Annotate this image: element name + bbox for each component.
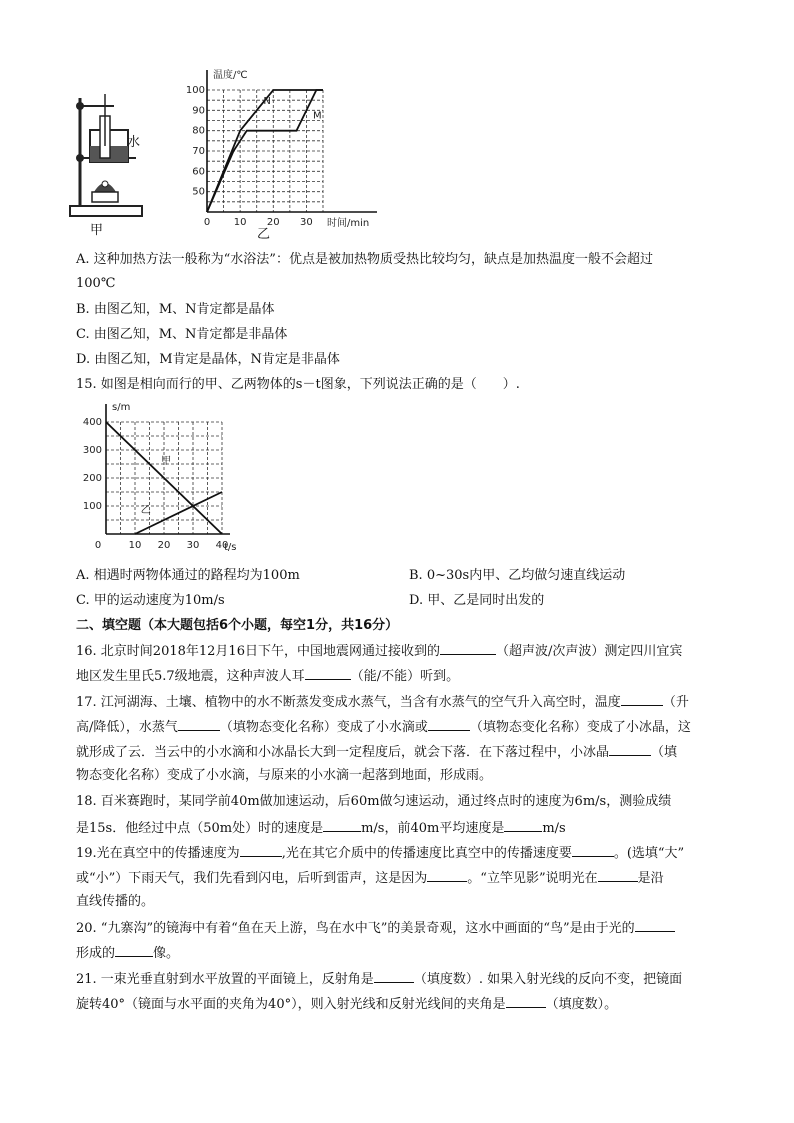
q19-line3: 直线传播的。 (76, 894, 155, 909)
q17-line4: 物态变化名称）变成了小水滴，与原来的小水滴一起落到地面，形成雨。 (76, 768, 493, 783)
q21-line2 (76, 994, 617, 1014)
y-tick-label: 400 (82, 417, 102, 428)
series-label-M: M (313, 110, 322, 122)
y-tick-label: 200 (82, 473, 102, 484)
x-axis-title: t/s (224, 542, 237, 553)
st-graph-chart (74, 398, 237, 556)
q15-option-c: C. 甲的运动速度为10m/s (76, 593, 225, 608)
q19-blank-3[interactable] (427, 868, 467, 882)
q17-blank-1[interactable] (621, 692, 663, 706)
y-tick-label: 60 (192, 166, 205, 178)
y-tick-label: 80 (192, 125, 205, 137)
q14-option-d: D. 由图乙知，M肯定是晶体，N肯定是非晶体 (76, 352, 340, 367)
y-axis-title: 温度/℃ (213, 70, 248, 81)
q17-line2 (76, 717, 691, 737)
x-tick-label: 40 (215, 540, 229, 551)
section-title: 二、填空题（本大题包括6个小题，每空1分，共16分） (76, 618, 399, 633)
x-tick-label: 10 (233, 217, 247, 228)
q16-blank-2[interactable] (305, 666, 351, 680)
q16-line1 (76, 641, 682, 661)
q16-text-1b: （超声波/次声波）测定四川宜宾 (495, 644, 683, 659)
q21-text-1b: （填度数）. 如果入射光线的反向不变，把镜面 (413, 972, 683, 987)
q16-text-2a: 地区发生里氏5.7级地震，这种声波人耳 (76, 669, 305, 684)
q17-line1 (76, 692, 689, 712)
q19-text-2a: 或“小”）下雨天气，我们先看到闪电，后听到雷声，这是因为 (76, 871, 428, 886)
q20-text-1a: 20. “九寨沟”的镜海中有着“鱼在天上游，鸟在水中飞”的美景奇观，这水中画面的“鸟”是由于光的 (76, 921, 635, 936)
x-tick-label: 20 (266, 217, 280, 228)
q20-blank-2[interactable] (115, 943, 153, 957)
x-tick-label: 20 (157, 540, 171, 551)
q17-text-1a: 17. 江河湖海、土壤、植物中的水不断蒸发变成水蒸气，当含有水蒸气的空气升入高空时，温度 (76, 695, 621, 710)
figure-yi-label: 乙 (257, 227, 271, 242)
x-tick-label: 10 (128, 540, 142, 551)
q17-blank-4[interactable] (609, 742, 651, 756)
q17-text-2b: （填物态变化名称）变成了小水滴或 (219, 720, 428, 735)
q14-option-c: C. 由图乙知，M、N肯定都是非晶体 (76, 327, 288, 342)
q17-text-2a: 高/降低），水蒸气 (76, 720, 178, 735)
x-axis-title: 时间/min (327, 218, 370, 229)
q17-text-3: 就形成了云．当云中的小水滴和小冰晶长大到一定程度后，就会下落．在下落过程中，小冰晶 (76, 745, 610, 760)
q21-blank-1[interactable] (374, 969, 414, 983)
q20-blank-1[interactable] (635, 918, 675, 932)
q19-blank-4[interactable] (598, 868, 638, 882)
q17-line3 (76, 742, 677, 762)
q16-text-2b: （能/不能）听到。 (350, 669, 460, 684)
x-tick-label: 30 (186, 540, 200, 551)
q18-text-2b: m/s，前40m平均速度是 (361, 821, 505, 836)
q15-option-a: A. 相遇时两物体通过的路程均为100m (76, 568, 300, 583)
figure-jia-label: 甲 (90, 223, 104, 238)
y-tick-label: 90 (192, 105, 205, 117)
apparatus-water-label: 水 (127, 135, 141, 150)
temperature-time-chart (185, 62, 385, 230)
q18-line2 (76, 818, 566, 838)
q18-text-2a: 是15s．他经过中点（50m处）时的速度是 (76, 821, 324, 836)
x-tick-label: 30 (300, 217, 313, 228)
q17-text-2c: （填物态变化名称）变成了小冰晶，这 (469, 720, 691, 735)
q19-text-2b: 。“立竿见影”说明光在 (467, 871, 598, 886)
y-axis-title: s/m (112, 402, 131, 413)
q16-blank-1[interactable] (440, 641, 496, 655)
q20-text-2b: 像。 (153, 946, 180, 961)
q21-text-2a: 旋转40°（镜面与水平面的夹角为40°），则入射光线和反射光线间的夹角是 (76, 997, 506, 1012)
q14-option-a-line2: 100℃ (76, 276, 116, 291)
q19-text-2c: 是沿 (637, 871, 664, 886)
q21-blank-2[interactable] (506, 994, 546, 1008)
q16-text-1a: 16. 北京时间2018年12月16日下午，中国地震网通过接收到的 (76, 644, 440, 659)
q19-text-1c: 。(选填“大” (613, 846, 685, 861)
y-tick-label: 50 (192, 186, 205, 198)
q14-option-b: B. 由图乙知，M、N肯定都是晶体 (76, 302, 275, 317)
q20-text-2a: 形成的 (76, 946, 116, 961)
y-tick-label: 70 (192, 146, 205, 157)
q19-text-1a: 19.光在真空中的传播速度为 (76, 846, 240, 861)
q21-text-1a: 21. 一束光垂直射到水平放置的平面镜上，反射角是 (76, 972, 374, 987)
q19-line2 (76, 868, 664, 888)
q15-option-b: B. 0~30s内甲、乙均做匀速直线运动 (409, 568, 626, 583)
q17-blank-2[interactable] (178, 717, 220, 731)
x-tick-label: 0 (203, 217, 211, 228)
q17-blank-3[interactable] (428, 717, 470, 731)
series-label-jia: 甲 (161, 456, 172, 467)
q18-line1: 18. 百米赛跑时，某同学前40m做加速运动，后60m做匀速运动，通过终点时的速度为6m/s，测验成绩 (76, 794, 672, 809)
q20-line2 (76, 943, 179, 963)
apparatus-figure-jia (66, 88, 152, 234)
q20-line1 (76, 918, 675, 938)
q21-text-2b: （填度数）。 (545, 997, 618, 1012)
q16-line2 (76, 666, 459, 686)
y-tick-label: 100 (82, 501, 102, 512)
q17-text-3b: （填 (651, 745, 678, 760)
series-label-N: N (263, 96, 271, 108)
q17-text-1b: （升 (662, 695, 689, 710)
y-tick-label: 100 (185, 85, 205, 96)
q18-blank-1[interactable] (323, 818, 361, 832)
q19-blank-1[interactable] (240, 843, 282, 857)
q19-blank-2[interactable] (572, 843, 614, 857)
series-label-yi: 乙 (140, 505, 151, 516)
q18-blank-2[interactable] (504, 818, 542, 832)
q19-line1 (76, 843, 684, 863)
y-tick-label: 300 (82, 445, 102, 456)
q19-text-1b: ,光在其它介质中的传播速度比真空中的传播速度要 (281, 846, 572, 861)
q18-text-2c: m/s (542, 821, 566, 836)
x-tick-label: 0 (94, 540, 102, 551)
q21-line1 (76, 969, 682, 989)
q14-option-a-line1: A. 这种加热方法一般称为“水浴法”：优点是被加热物质受热比较均匀，缺点是加热温度一般不会超过 (76, 252, 653, 267)
q15-stem: 15. 如图是相向而行的甲、乙两物体的s－t图象，下列说法正确的是（ ）. (76, 377, 520, 392)
q15-option-d: D. 甲、乙是同时出发的 (409, 593, 545, 608)
